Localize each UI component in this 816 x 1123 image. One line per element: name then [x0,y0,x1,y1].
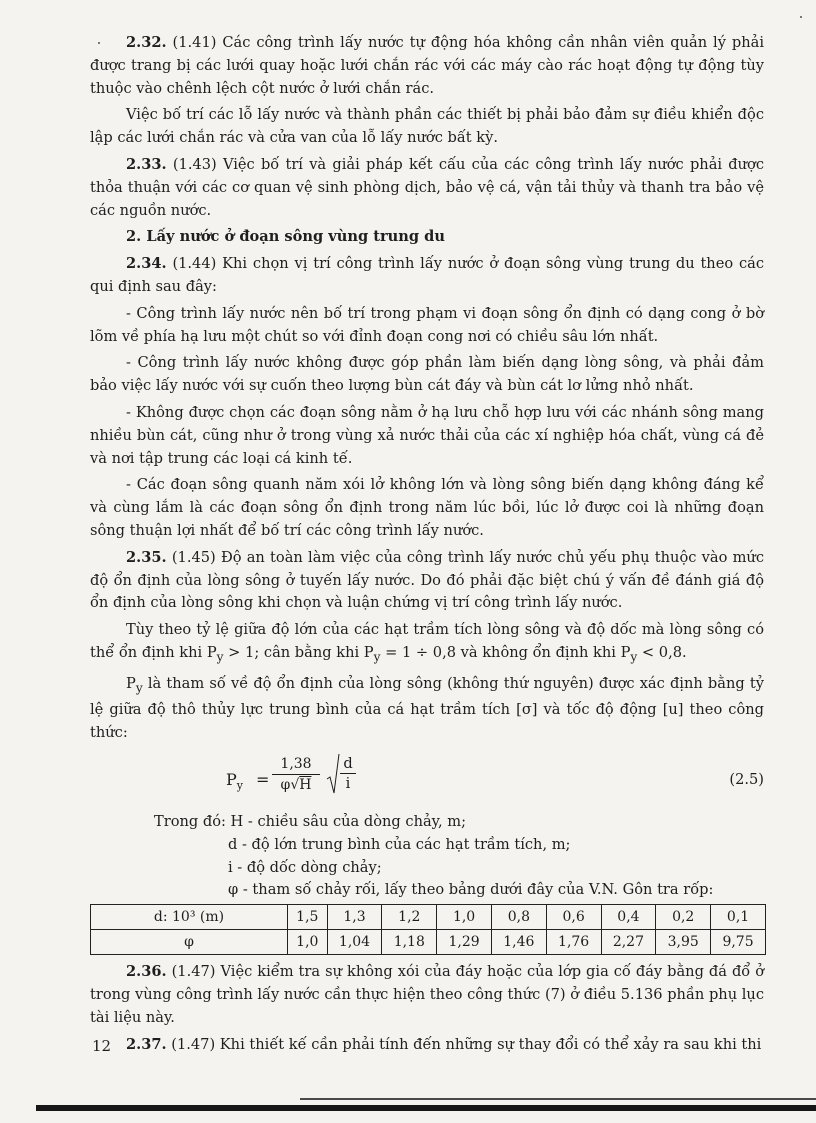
clause-number: 2.34. [126,255,167,273]
formula-equals: = [256,769,270,789]
clause-number: 2.35. [126,548,167,566]
paragraph-2-32-b: Việc bố trí các lỗ lấy nước và thành phần các thiết bị phải bảo đảm sự điều khiển độc lập các lưới chắn rác và cửa van của lỗ lấy nước bất kỳ. [90,106,764,147]
scan-edge-line [300,1098,816,1100]
paragraph-2-37: 2.37. (1.47) Khi thiết kế cần phải tính đến những sự thay đổi có thể xảy ra sau khi thi [126,1035,762,1053]
formula-2-5 [90,749,764,809]
table-cell: 0,6 [546,905,601,930]
radical-sign-icon [326,753,340,795]
scan-speck [98,42,100,44]
formula-number: (2.5) [729,770,764,788]
bullet-item: - Công trình lấy nước không được góp phần làm biến dạng lòng sông, và phải đảm bảo việc lấy nước với sự cuốn theo lượng bùn cát đáy và bùn cát lơ lửng nhỏ nhất. [90,354,764,395]
where-line: Trong đó: H - chiều sâu của dòng chảy, m; [154,812,467,830]
page-number: 12 [92,1037,112,1055]
bullet-item: - Không được chọn các đoạn sông nằm ở hạ lưu chỗ hợp lưu với các nhánh sông mang nhiều bùn cát, cũng như ở trong vùng xả nước thải của các xí nghiệp hóa chất, vùng cá đẻ và nơi tập trung các loại cá kinh tế. [90,403,764,467]
formula-fraction [272,755,320,795]
where-line: d - độ lớn trung bình của các hạt trầm tích, m; [228,835,571,853]
formula-lhs: $P_y$ [226,769,243,793]
paragraph-2-36: 2.36. (1.47) Việc kiểm tra sự không xói của đáy hoặc của lớp gia cố đáy bằng đá đổ ở trong vùng công trình lấy nước cần thực hiện theo công thức (7) ở điều 5.136 phần phụ lục tài liệu này. [90,963,764,1026]
clause-number: 2.33. [126,155,167,173]
formula-root-denominator: i [345,774,351,792]
phi-table [90,904,766,955]
paragraph-2-34: 2.34. (1.44) Khi chọn vị trí công trình lấy nước ở đoạn sông vùng trung du theo các qui định sau đây: [90,255,764,295]
table-cell: 1,04 [327,930,382,955]
table-cell: 1,18 [382,930,437,955]
table-cell: 1,2 [382,905,437,930]
table-cell: 1,46 [491,930,546,955]
table-row [91,930,766,955]
formula-square-root [326,753,358,795]
formula-denominator: φ√H [280,776,312,793]
where-line: φ - tham số chảy rối, lấy theo bảng dưới đây của V.N. Gôn tra rốp: [228,881,714,899]
clause-number: 2.32. [126,34,167,51]
formula-root-numerator: d [340,755,356,774]
bullet-item: - Các đoạn sông quanh năm xói lở không lớn và lòng sông biến dạng không đáng kể và cùng lắm là các đoạn sông ổn định trong năm lúc bồi, lúc lở được coi là những đoạn sông thuận lợi nhất để bố trí các công trình lấy nước. [90,476,764,539]
table-cell: 9,75 [711,930,766,955]
bullet-item: - Công trình lấy nước nên bố trí trong phạm vi đoạn sông ổn định có dạng cong ở bờ lõm về phía hạ lưu một chút so với đỉnh đoạn cong nơi có chiều sâu lớn nhất. [90,304,764,345]
table-row [91,905,766,930]
table-cell: 0,8 [491,905,546,930]
section-heading: 2. Lấy nước ở đoạn sông vùng trung du [126,228,445,246]
table-cell: 1,0 [437,905,492,930]
where-line: i - độ dốc dòng chảy; [228,858,382,876]
table-cell: 3,95 [656,930,711,955]
paragraph-2-32: 2.32. (1.41) Các công trình lấy nước tự động hóa không cần nhân viên quản lý phải được trang bị các lưới quay hoặc lưới chắn rác với các máy cào rác hoạt động tự động tùy thuộc vào chênh lệch cột nước ở lưới chắn rác. [90,34,764,97]
page-content [90,32,764,1060]
table-cell: 1,29 [437,930,492,955]
table-header-cell: d: 10³ (m) [91,905,288,930]
paragraph-2-33: 2.33. (1.43) Việc bố trí và giải pháp kết cấu của các công trình lấy nước phải được thỏa thuận với các cơ quan vệ sinh phòng dịch, bảo vệ cá, vận tải thủy và thanh tra bảo vệ các nguồn nước. [90,155,764,219]
table-cell: 1,3 [327,905,382,930]
clause-number: 2.37. [126,1035,167,1053]
table-cell: 0,4 [601,905,656,930]
table-header-cell: φ [91,930,288,955]
table-cell: 1,5 [288,905,328,930]
table-cell: 2,27 [601,930,656,955]
paragraph-2-35: 2.35. (1.45) Độ an toàn làm việc của công trình lấy nước chủ yếu phụ thuộc vào mức độ ổn định của lòng sông ở tuyến lấy nước. Do đó phải đặc biệt chú ý vấn đề đánh giá độ ổn định của lòng sông khi chọn và luận chứng vị trí công trình lấy nước. [90,548,764,612]
clause-number: 2.36. [126,963,167,981]
formula-numerator: 1,38 [272,755,320,775]
table-cell: 1,0 [288,930,328,955]
table-cell: 1,76 [546,930,601,955]
paragraph-2-35-b: Tùy theo tỷ lệ giữa độ lớn của các hạt trầm tích lòng sông và độ dốc mà lòng sông có thể ổn định khi $P_y > 1$; cân bằng khi $P_y = 1 \div 0,8$ và không ổn định khi $P_y < 0,8$. [90,621,764,664]
scan-edge-bar [36,1105,816,1111]
table-cell: 0,2 [656,905,711,930]
scan-speck [800,16,802,18]
paragraph-2-35-c: $P_y$ là tham số về độ ổn định của lòng sông (không thứ nguyên) được xác định bằng tỷ lệ giữa độ thô thủy lực trung bình của cá hạt trầm tích [σ] và tốc độ động [u] theo công thức: [90,674,764,742]
table-cell: 0,1 [711,905,766,930]
